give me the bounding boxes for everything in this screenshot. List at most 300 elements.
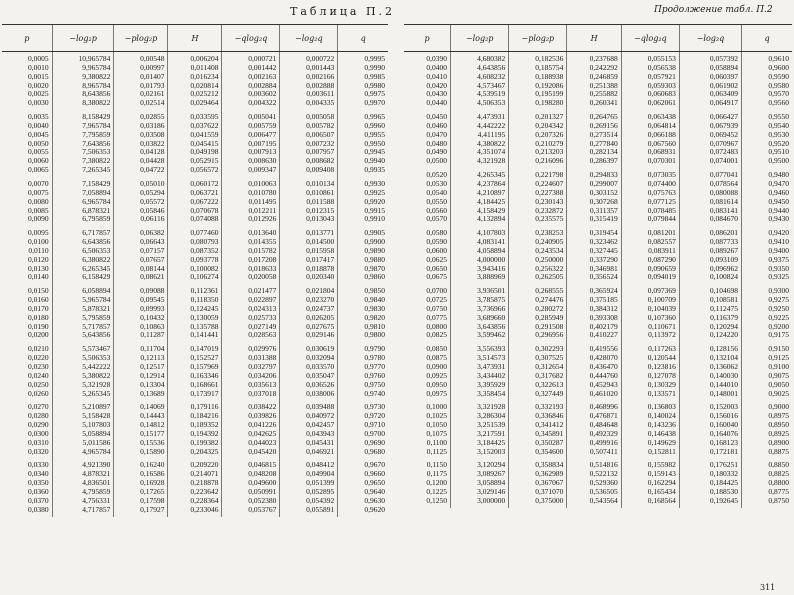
left-table-panel [2,24,388,517]
table-cell: 0,461020 [567,390,621,401]
table-cell: 0,010861 [280,189,338,198]
table-cell: 0,189352 [168,421,222,430]
table-cell: 0,0020 [28,80,49,90]
table-cell: 0,021477 [222,284,280,296]
table-cell: 0,307268 [567,198,621,207]
table-cell: 0,204325 [168,448,222,459]
table-cell: 0,168564 [621,497,679,508]
table-cell: 0,012211 [222,207,280,216]
table-cell: 0,135788 [168,323,222,332]
table-cell: 0,149629 [621,439,679,448]
table-cell: 0,024737 [280,305,338,314]
table-cell: 6,878321 [52,207,114,216]
table-cell: 0,15890 [114,448,168,459]
table-cell: 0,010134 [280,177,338,189]
table-cell: 0,0490 [426,147,448,157]
table-cell: 0,06643 [114,238,168,247]
table-cell: 0,082557 [621,238,679,247]
table-cell: 6,158429 [52,273,114,284]
table-cell: 0,035047 [280,372,338,381]
table-cell: 0,036526 [280,381,338,390]
table-cell: 0,9590 [742,73,793,82]
table-cell: 0,476871 [567,412,621,421]
table-cell: 0,012315 [280,207,338,216]
table-cell: 0,015958 [280,247,338,256]
table-cell: 0,0085 [28,205,49,215]
table-cell: 0,046921 [280,448,338,459]
table-cell: 0,9925 [338,189,388,198]
table-cell: 0,188938 [509,73,567,82]
table-cell: 0,232872 [509,207,567,216]
table-cell: 4,058894 [451,247,509,256]
table-cell: 0,00997 [114,64,168,73]
table-cell: 0,345891 [509,430,567,439]
table-cell: 0,124245 [168,305,222,314]
table-cell: 0,9850 [338,284,388,296]
table-cell: 0,0560 [426,205,448,215]
table-cell: 0,012926 [222,215,280,226]
table-cell: 4,756331 [52,497,114,506]
table-cell: 0,9470 [742,180,793,189]
table-cell: 0,156016 [679,412,741,421]
table-cell: 3,473931 [451,363,509,372]
table-cell: 0,11704 [114,342,168,354]
table-cell: 0,9810 [338,323,388,332]
table-cell: 0,317682 [509,372,567,381]
table-cell: 0,013640 [222,226,280,238]
table-cell: 0,163346 [168,372,222,381]
table-cell: 4,107803 [451,226,509,238]
table-cell: 0,05846 [114,207,168,216]
table-cell: 0,067560 [621,140,679,149]
table-cell: 0,269156 [567,122,621,131]
table-cell: 0,143236 [621,421,679,430]
table-cell: 0,061902 [679,82,741,91]
table-cell: 0,0825 [426,330,448,340]
table-cell: 0,1225 [426,486,448,496]
table-cell: 0,038422 [222,400,280,412]
table-cell: 0,277840 [567,140,621,149]
table-cell: 0,9150 [742,342,793,354]
table-cell: 5,058894 [52,430,114,439]
table-cell: 0,008630 [222,157,280,166]
table-cell: 0,323462 [567,238,621,247]
column-header: −plog₂p [509,25,567,52]
table-cell: 0,029976 [222,342,280,354]
table-cell: 0,332193 [509,400,567,412]
table-cell: 0,0200 [28,330,49,340]
table-cell: 0,090659 [621,265,679,274]
table-cell: 0,078564 [679,180,741,189]
table-cell: 0,08621 [114,273,168,284]
table-cell: 0,006204 [168,52,222,64]
table-row [2,273,388,284]
table-cell: 0,436470 [567,363,621,372]
table-cell: 0,031388 [222,354,280,363]
table-cell: 0,294833 [567,168,621,180]
table-cell: 0,010780 [222,189,280,198]
table-cell: 8,380822 [52,99,114,110]
table-cell: 7,643856 [52,140,114,149]
table-cell: 0,375185 [567,296,621,305]
table-cell: 0,144010 [679,381,741,390]
table-cell: 0,053767 [222,506,280,517]
table-cell: 0,12914 [114,372,168,381]
table-cell: 10,965784 [52,52,114,64]
table-cell: 0,346981 [567,265,621,274]
table-cell: 4,539519 [451,90,509,99]
table-cell: 0,264765 [567,110,621,122]
table-cell: 0,035613 [222,381,280,390]
table-cell: 0,0290 [28,420,49,430]
table-cell: 4,083141 [451,238,509,247]
table-cell: 0,094019 [621,273,679,284]
table-cell: 0,228364 [168,497,222,506]
table-cell: 0,0100 [28,237,49,247]
table-cell: 0,356524 [567,273,621,284]
table-cell: 0,100709 [621,296,679,305]
table-cell: 0,9970 [338,99,388,110]
table-cell: 0,100824 [679,273,741,284]
table-cell: 0,089267 [679,247,741,256]
table-cell: 0,371070 [509,488,567,497]
row-group [404,342,792,400]
table-cell: 0,9710 [338,421,388,430]
row-group [2,400,388,458]
table-cell: 0,014355 [222,238,280,247]
table-cell: 0,100082 [168,265,222,274]
table-cell: 0,8850 [742,458,793,470]
table-cell: 0,075763 [621,189,679,198]
table-cell: 7,965784 [52,122,114,131]
table-cell: 0,029464 [168,99,222,110]
table-row [2,99,388,110]
table-cell: 0,322613 [509,381,567,390]
table-cell: 0,0045 [28,129,49,139]
table-cell: 5,442222 [52,363,114,372]
table-cell: 5,321928 [52,381,114,390]
table-cell: 0,268555 [509,284,567,296]
table-cell: 0,068931 [621,148,679,157]
table-cell: 0,299007 [567,180,621,189]
table-cell: 4,380822 [451,140,509,149]
table-cell: 0,15177 [114,430,168,439]
table-cell: 5,011586 [52,439,114,448]
row-group [404,400,792,458]
table-cell: 0,045420 [222,448,280,459]
table-cell: 0,037018 [222,390,280,401]
table-cell: 0,12517 [114,363,168,372]
table-cell: 0,0530 [426,178,448,188]
table-cell: 0,1025 [426,411,448,421]
table-cell: 0,018633 [222,265,280,274]
table-row [404,497,792,508]
table-cell: 0,14812 [114,421,168,430]
table-cell: 0,9770 [338,363,388,372]
table-cell: 0,042457 [280,421,338,430]
table-cell: 0,179116 [168,400,222,412]
table-cell: 0,116379 [679,314,741,323]
table-cell: 0,9990 [338,64,388,73]
table-cell: 0,9000 [742,400,793,412]
table-cell: 0,048412 [280,458,338,470]
table-cell: 0,09993 [114,305,168,314]
table-cell: 0,218878 [168,479,222,488]
table-cell: 0,0900 [426,362,448,371]
table-cell: 0,9720 [338,412,388,421]
table-cell: 0,1000 [426,402,448,412]
table-cell: 0,016234 [168,73,222,82]
table-cell: 3,184425 [451,439,509,448]
table-cell: 0,188530 [679,488,741,497]
table-cell: 6,717857 [52,226,114,238]
table-cell: 0,9930 [338,177,388,189]
table-cell: 0,0310 [28,437,49,447]
table-cell: 0,9520 [742,140,793,149]
table-cell: 0,130059 [168,314,222,323]
column-header: −plog₂p [114,25,168,52]
table-cell: 0,311357 [567,207,621,216]
table-cell: 0,9995 [338,52,388,64]
table-cell: 0,9830 [338,305,388,314]
table-cell: 0,033570 [280,363,338,372]
table-cell: 0,195199 [509,90,567,99]
table-cell: 0,9800 [338,331,388,342]
table-cell: 0,039488 [280,400,338,412]
table-cell: 0,9690 [338,439,388,448]
table-cell: 0,0875 [426,353,448,363]
table-cell: 0,120544 [621,354,679,363]
table-cell: 0,9860 [338,273,388,284]
table-cell: 0,045431 [280,439,338,448]
table-cell: 0,03508 [114,131,168,140]
table-cell: 0,11287 [114,331,168,342]
row-group [2,284,388,342]
table-cell: 7,795859 [52,131,114,140]
table-cell: 0,319454 [567,226,621,238]
table-cell: 0,9820 [338,314,388,323]
table-cell: 0,056538 [621,64,679,73]
table-cell: 0,536505 [567,488,621,497]
table-cell: 3,888969 [451,273,509,284]
table-cell: 0,03822 [114,140,168,149]
table-cell: 0,074088 [168,215,222,226]
table-cell: 6,965784 [52,198,114,207]
column-header: p [404,25,451,52]
table-cell: 0,052915 [168,157,222,166]
table-cell: 4,608232 [451,73,509,82]
table-cell: 0,058894 [679,64,741,73]
table-cell: 0,410227 [567,331,621,342]
table-cell: 5,380822 [52,372,114,381]
table-cell: 0,027149 [222,323,280,332]
table-cell: 0,307525 [509,354,567,363]
table-cell: 0,023270 [280,296,338,305]
table-cell: 0,0060 [28,156,49,166]
table-cell: 0,0190 [28,321,49,331]
table-cell: 0,041559 [168,131,222,140]
table-cell: 0,1250 [426,495,448,505]
table-cell: 0,0500 [426,156,448,166]
table-cell: 0,097369 [621,284,679,296]
table-cell: 0,354600 [509,448,567,459]
table-cell: 0,14069 [114,400,168,412]
table-cell: 0,393308 [567,314,621,323]
table-cell: 0,0975 [426,388,448,398]
table-cell: 0,9905 [338,226,388,238]
table-cell: 0,002888 [280,82,338,91]
table-row [2,448,388,459]
table-cell: 0,038006 [280,390,338,401]
table-cell: 0,9740 [338,390,388,401]
table-cell: 0,070678 [168,207,222,216]
table-cell: 0,235575 [509,215,567,226]
table-cell: 0,204342 [509,122,567,131]
table-cell: 3,089267 [451,470,509,479]
row-group [404,458,792,507]
table-cell: 3,936501 [451,284,509,296]
table-cell: 5,573467 [52,342,114,354]
table-cell: 3,286304 [451,412,509,421]
table-cell: 0,0400 [426,62,448,72]
table-cell: 0,224607 [509,180,567,189]
row-group [404,284,792,342]
table-cell: 0,0150 [28,286,49,296]
table-continuation-title: Продолжение табл. П.2 [654,5,773,15]
table-cell: 0,070967 [679,140,741,149]
table-cell: 0,011588 [280,198,338,207]
table-cell: 0,9250 [742,305,793,314]
table-cell: 0,147019 [168,342,222,354]
table-cell: 0,10432 [114,314,168,323]
table-cell: 0,04722 [114,166,168,177]
table-cell: 0,296956 [509,331,567,342]
table-cell: 0,054392 [280,497,338,506]
table-cell: 8,158429 [52,110,114,122]
table-cell: 3,058894 [451,479,509,488]
table-cell: 0,045415 [168,140,222,149]
table-cell: 0,9980 [338,82,388,91]
table-cell: 0,0055 [28,147,49,157]
table-cell: 0,017417 [280,256,338,265]
table-row [2,166,388,177]
table-cell: 0,9975 [338,90,388,99]
row-group [404,168,792,226]
table-cell: 0,0850 [426,344,448,354]
table-cell: 0,0350 [28,478,49,488]
table-cell: 0,157969 [168,363,222,372]
table-cell: 0,001442 [222,64,280,73]
table-cell: 0,529360 [567,479,621,488]
table-cell: 0,140024 [621,412,679,421]
table-row [404,331,792,342]
table-row [404,52,792,64]
table-cell: 0,152811 [621,448,679,459]
table-cell: 5,717857 [52,323,114,332]
table-cell: 0,362989 [509,470,567,479]
table-cell: 0,046815 [222,458,280,470]
table-cell: 0,110671 [621,323,679,332]
table-cell: 0,112361 [168,284,222,296]
table-cell: 0,052380 [222,497,280,506]
table-cell: 0,274476 [509,296,567,305]
table-cell: 4,965784 [52,448,114,459]
table-cell: 0,0030 [28,98,49,108]
table-cell: 0,124220 [679,331,741,342]
table-cell: 0,0950 [426,379,448,389]
table-cell: 0,9620 [338,506,388,517]
table-cell: 0,04428 [114,157,168,166]
table-cell: 0,0075 [28,187,49,197]
table-cell: 0,067222 [168,198,222,207]
table-cell: 0,005759 [222,122,280,131]
table-cell: 0,002884 [222,82,280,91]
table-cell: 0,014500 [280,238,338,247]
table-cell: 6,506353 [52,247,114,256]
table-cell: 7,506353 [52,148,114,157]
table-cell: 0,069452 [679,131,741,140]
table-cell: 0,096962 [679,265,741,274]
table-cell: 3,599462 [451,331,509,342]
table-cell: 0,029146 [280,331,338,342]
table-cell: 0,9225 [742,314,793,323]
table-cell: 8,965784 [52,82,114,91]
table-cell: 4,795859 [52,488,114,497]
table-cell: 5,878321 [52,305,114,314]
table-cell: 0,9935 [338,166,388,177]
table-cell: 0,0090 [28,214,49,224]
row-group [2,52,388,111]
table-cell: 4,184425 [451,198,509,207]
table-cell: 0,067939 [679,122,741,131]
table-cell: 0,049904 [280,470,338,479]
table-cell: 0,9790 [338,342,388,354]
table-cell: 0,233046 [168,506,222,517]
table-cell: 0,9900 [338,238,388,247]
table-cell: 3,029146 [451,488,509,497]
table-cell: 0,0095 [28,228,49,238]
table-cell: 0,327445 [567,247,621,256]
column-header: H [567,25,621,52]
table-cell: 0,104039 [621,305,679,314]
table-cell: 0,0005 [28,54,49,63]
table-cell: 0,005041 [222,110,280,122]
table-cell: 0,165434 [621,488,679,497]
table-cell: 0,162294 [621,479,679,488]
table-cell: 0,365924 [567,284,621,296]
table-cell: 0,049600 [222,479,280,488]
table-cell: 0,072483 [679,148,741,157]
table-cell: 0,452943 [567,381,621,390]
table-cell: 0,080793 [168,238,222,247]
table-cell: 0,0320 [28,446,49,456]
table-cell: 0,015782 [222,247,280,256]
table-cell: 3,556393 [451,342,509,354]
table-cell: 3,689660 [451,314,509,323]
table-cell: 0,063409 [679,90,741,99]
table-cell: 0,8800 [742,479,793,488]
table-cell: 3,943416 [451,265,509,274]
table-cell: 0,064814 [621,122,679,131]
table-cell: 0,003611 [280,90,338,99]
table-cell: 0,051399 [280,479,338,488]
table-cell: 0,043943 [280,430,338,439]
table-cell: 0,060397 [679,73,741,82]
table-cell: 3,321928 [451,400,509,412]
table-cell: 0,9985 [338,73,388,82]
table-cell: 0,8875 [742,448,793,459]
table-cell: 0,007957 [280,148,338,157]
